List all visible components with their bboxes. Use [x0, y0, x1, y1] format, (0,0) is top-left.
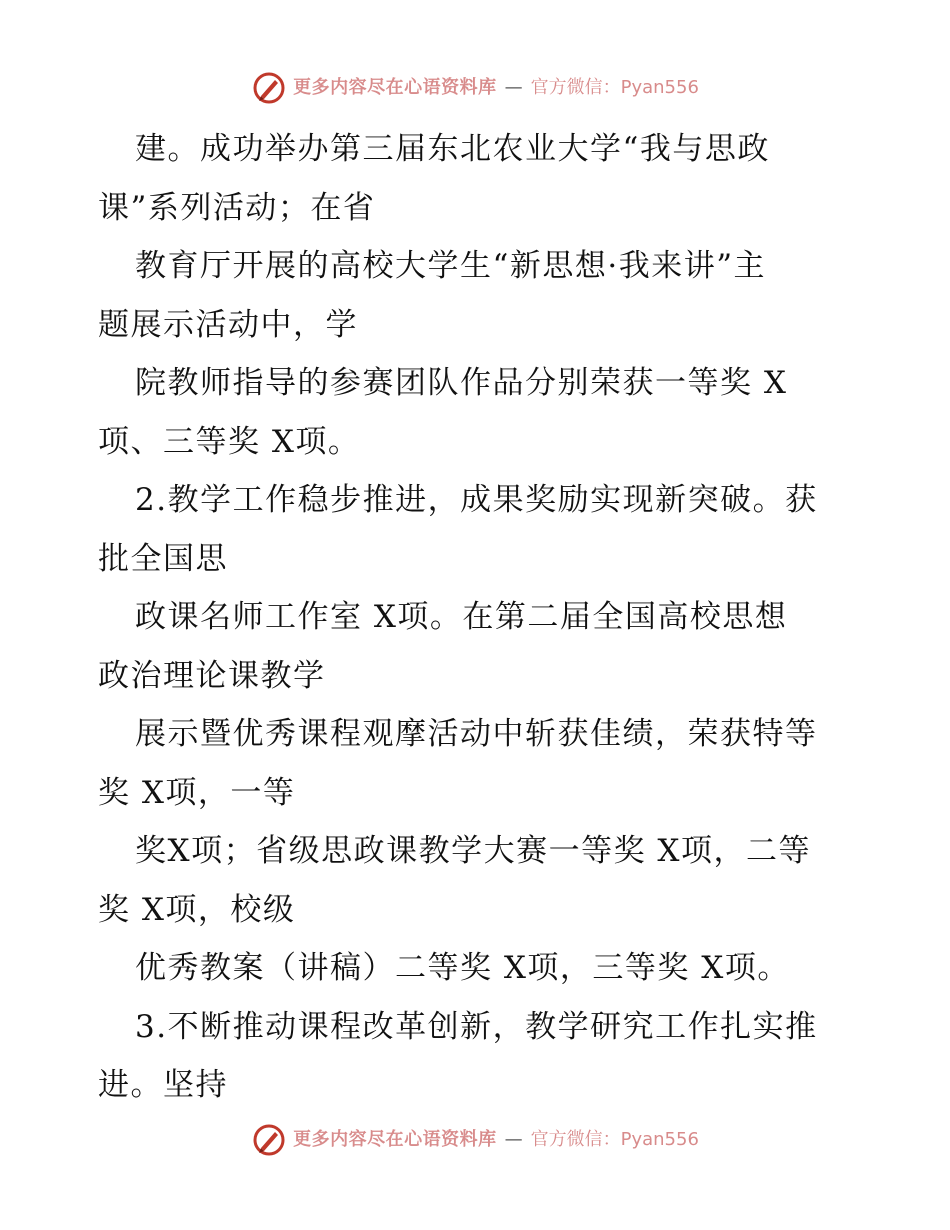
text-line: 奖 X项，校级 [98, 891, 296, 928]
banner-separator: — [504, 77, 523, 98]
text-line: 3.不断推动课程改革创新，教学研究工作扎实推 [135, 1008, 818, 1045]
banner-separator: — [504, 1129, 523, 1150]
text-line: 优秀教案（讲稿）二等奖 X项，三等奖 X项。 [135, 950, 790, 986]
banner-wechat: 官方微信：Pyan556 [530, 1129, 699, 1150]
footer-banner [0, 1122, 950, 1158]
text-line: 奖 X项，一等 [98, 774, 296, 811]
text-line: 政治理论课教学 [98, 657, 326, 694]
header-banner [0, 70, 950, 106]
text-line: 2.教学工作稳步推进，成果奖励实现新突破。获 [135, 482, 818, 518]
banner-wechat: 官方微信：Pyan556 [530, 77, 699, 98]
text-line: 政课名师工作室 X项。在第二届全国高校思想 [135, 599, 788, 635]
text-line: 教育厅开展的高校大学生“新思想·我来讲”主 [135, 248, 767, 284]
text-line: 奖X项；省级思政课教学大赛一等奖 X项，二等 [135, 833, 811, 869]
text-line: 展示暨优秀课程观摩活动中斩获佳绩，荣获特等 [135, 716, 818, 752]
document-body [98, 120, 858, 1115]
pen-logo-icon [251, 1122, 287, 1158]
text-line: 进。坚持 [98, 1067, 228, 1103]
banner-text: 更多内容尽在心语资料库 [293, 1129, 497, 1150]
banner-text: 更多内容尽在心语资料库 [293, 77, 497, 98]
text-line: 课”系列活动；在省 [98, 189, 376, 226]
text-line: 题展示活动中，学 [98, 306, 358, 343]
text-line: 建。成功举办第三届东北农业大学“我与思政 [135, 131, 770, 167]
text-line: 院教师指导的参赛团队作品分别荣获一等奖 X [135, 365, 788, 401]
pen-logo-icon [251, 70, 287, 106]
text-line: 项、三等奖 X项。 [98, 423, 361, 460]
text-line: 批全国思 [98, 540, 228, 577]
